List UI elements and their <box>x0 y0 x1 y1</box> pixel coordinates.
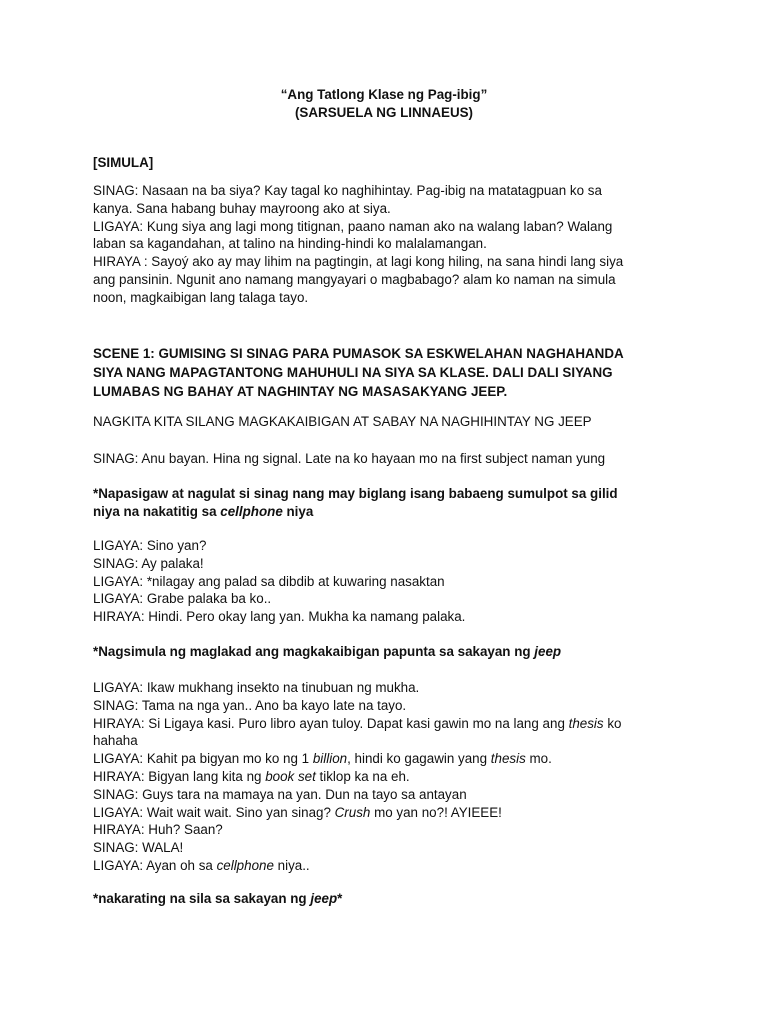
dialogue-line: LIGAYA: Grabe palaka ba ko.. <box>93 591 272 607</box>
stage-direction-napasigaw <box>93 485 693 521</box>
document-subtitle: (SARSUELA NG LINNAEUS) <box>294 105 474 120</box>
scene-1-heading <box>93 344 693 401</box>
text-line: *Napasigaw at nagulat si sinag nang may biglang isang babaeng sumulpot sa gilid <box>93 486 618 501</box>
simula-heading: [SIMULA] <box>93 155 154 170</box>
dialogue-line: SINAG: WALA! <box>93 840 184 856</box>
dialogue-block-2 <box>93 679 693 875</box>
text-line: kanya. Sana habang buhay mayroong ako at siya. <box>93 200 391 216</box>
text-line: LUMABAS NG BAHAY AT NAGHINTAY NG MASASAKYANG JEEP. <box>93 384 508 399</box>
simula-paragraph <box>93 182 693 307</box>
text-line: niya na nakatitig sa cellphone niya <box>93 503 314 519</box>
stage-direction-nakarating: *nakarating na sila sa sakayan ng jeep* <box>93 891 343 906</box>
text-line: LIGAYA: Kung siya ang lagi mong titignan, paano naman ako na walang laban? Walang <box>93 218 613 234</box>
dialogue-block-1 <box>93 537 693 626</box>
dialogue-line: HIRAYA: Si Ligaya kasi. Puro libro ayan tuloy. Dapat kasi gawin mo na lang ang thesis ko <box>93 715 622 731</box>
text-line: noon, magkaibigan lang talaga tayo. <box>93 289 309 305</box>
dialogue-line: HIRAYA: Hindi. Pero okay lang yan. Mukha ka namang palaka. <box>93 609 466 625</box>
text-line: SCENE 1: GUMISING SI SINAG PARA PUMASOK SA ESKWELAHAN NAGHAHANDA <box>93 346 624 361</box>
dialogue-sinag-signal: SINAG: Anu bayan. Hina ng signal. Late na ko hayaan mo na first subject naman yung <box>93 451 606 466</box>
dialogue-line: LIGAYA: Ikaw mukhang insekto na tinubuan ng mukha. <box>93 680 420 695</box>
dialogue-line: LIGAYA: Sino yan? <box>93 538 207 553</box>
dialogue-line: HIRAYA: Bigyan lang kita ng book set tiklop ka na eh. <box>93 768 410 784</box>
stage-direction-nagsimula: *Nagsimula ng maglakad ang magkakaibigan papunta sa sakayan ng jeep <box>93 644 562 659</box>
dialogue-line: LIGAYA: *nilagay ang palad sa dibdib at kuwaring nasaktan <box>93 573 445 589</box>
dialogue-line: HIRAYA: Huh? Saan? <box>93 822 223 838</box>
dialogue-line: SINAG: Guys tara na mamaya na yan. Dun na tayo sa antayan <box>93 786 467 802</box>
text-line: laban sa kagandahan, at talino na hinding-hindi ko malalamangan. <box>93 236 487 252</box>
dialogue-line: LIGAYA: Ayan oh sa cellphone niya.. <box>93 857 310 873</box>
dialogue-line: LIGAYA: Wait wait wait. Sino yan sinag? Crush mo yan no?! AYIEEE! <box>93 804 502 820</box>
text-line: SIYA NANG MAPAGTANTONG MAHUHULI NA SIYA SA KLASE. DALI DALI SIYANG <box>93 365 613 380</box>
dialogue-line: SINAG: Tama na nga yan.. Ano ba kayo late na tayo. <box>93 697 407 713</box>
dialogue-line: hahaha <box>93 733 138 749</box>
document-title: “Ang Tatlong Klase ng Pag-ibig” <box>280 87 488 102</box>
stage-direction-nagkita: NAGKITA KITA SILANG MAGKAKAIBIGAN AT SABAY NA NAGHIHINTAY NG JEEP <box>93 414 592 429</box>
text-line: SINAG: Nasaan na ba siya? Kay tagal ko naghihintay. Pag-ibig na matatagpuan ko sa <box>93 183 602 198</box>
text-line: ang pansinin. Ngunit ano namang mangyayari o magbabago? alam ko naman na simula <box>93 271 616 287</box>
dialogue-line: SINAG: Ay palaka! <box>93 555 204 571</box>
text-line: HIRAYA : Sayoý ako ay may lihim na pagtingin, at lagi kong hiling, na sana hindi lang siya <box>93 254 624 270</box>
dialogue-line: LIGAYA: Kahit pa bigyan mo ko ng 1 billion, hindi ko gagawin yang thesis mo. <box>93 751 552 767</box>
